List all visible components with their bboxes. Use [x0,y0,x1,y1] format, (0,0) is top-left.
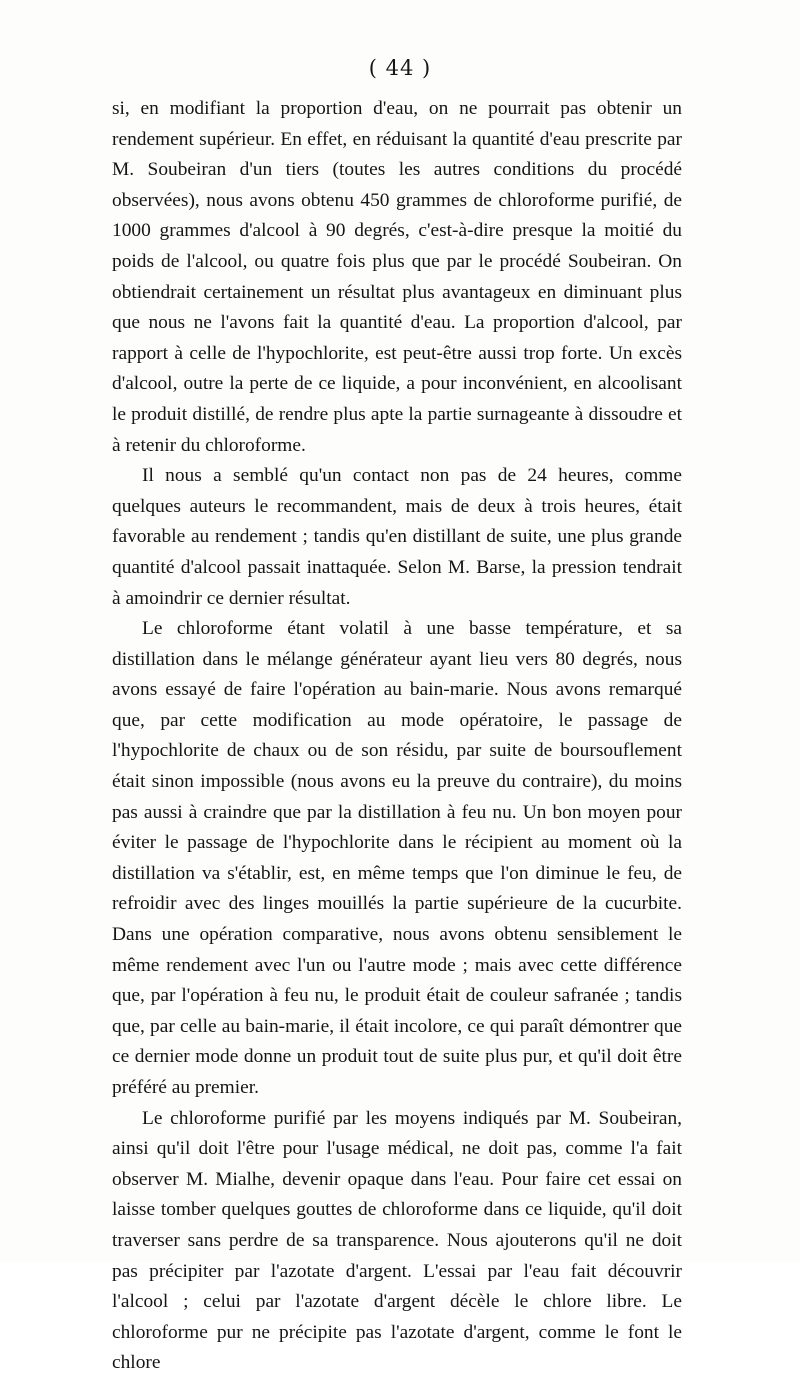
paragraph-2: Il nous a semblé qu'un contact non pas de 24 heures, comme quelques auteurs le recommandent, mais de deux à trois heures, était favorable au rendement ; tandis qu'en distillant de suite, une plus grande quantité d'alcool passait inattaquée. Selon M. Barse, la pression tendrait à amoindrir ce dernier résultat. [112,465,682,609]
paragraph-1: si, en modifiant la proportion d'eau, on ne pourrait pas obtenir un rendement supérieur. En effet, en réduisant la quantité d'eau prescrite par M. Soubeiran d'un tiers (toutes les autres conditions du procédé observées), nous avons obtenu 450 grammes de chloroforme purifié, de 1000 grammes d'alcool à 90 degrés, c'est-à-dire presque la moitié du poids de l'alcool, ou quatre fois plus que par le procédé Soubeiran. On obtiendrait certainement un résultat plus avantageux en diminuant plus que nous ne l'avons fait la quantité d'eau. La proportion d'alcool, par rapport à celle de l'hypochlorite, est peut-être aussi trop forte. Un excès d'alcool, outre la perte de ce liquide, a pour inconvénient, en alcoolisant le produit distillé, de rendre plus apte la partie surnageante à dissoudre et à retenir du chloroforme. [112,98,682,456]
paragraph-4: Le chloroforme purifié par les moyens indiqués par M. Soubeiran, ainsi qu'il doit l'être pour l'usage médical, ne doit pas, comme l'a fait observer M. Mialhe, devenir opaque dans l'eau. Pour faire cet essai on laisse tomber quelques gouttes de chloroforme dans ce liquide, qu'il doit traverser sans perdre de sa transparence. Nous ajouterons qu'il ne doit pas précipiter par l'azotate d'argent. L'essai par l'eau fait découvrir l'alcool ; celui par l'azotate d'argent décèle le chlore libre. Le chloroforme pur ne précipite pas l'azotate d'argent, comme le font le chlore [112,1107,682,1374]
page-number: ( 44 ) [368,56,432,80]
paragraph-3: Le chloroforme étant volatil à une basse température, et sa distillation dans le mélange générateur ayant lieu vers 80 degrés, nous avons essayé de faire l'opération au bain-marie. Nous avons remarqué que, par cette modification au mode opératoire, le passage de l'hypochlorite de chaux ou de son résidu, par suite de boursouflement était sinon impossible (nous avons eu la preuve du contraire), du moins pas aussi à craindre que par la distillation à feu nu. Un bon moyen pour éviter le passage de l'hypochlorite dans le récipient au moment où la distillation va s'établir, est, en même temps que l'on diminue le feu, de refroidir avec des linges mouillés la partie supérieure de la cucurbite. Dans une opération comparative, nous avons obtenu sensiblement le même rendement avec l'un ou l'autre mode ; mais avec cette différence que, par l'opération à feu nu, le produit était de couleur safranée ; tandis que, par celle au bain-marie, il était incolore, ce qui paraît démontrer que ce dernier mode donne un produit tout de suite plus pur, et qu'il doit être préféré au premier. [112,618,682,1098]
body-text [112,94,682,1379]
